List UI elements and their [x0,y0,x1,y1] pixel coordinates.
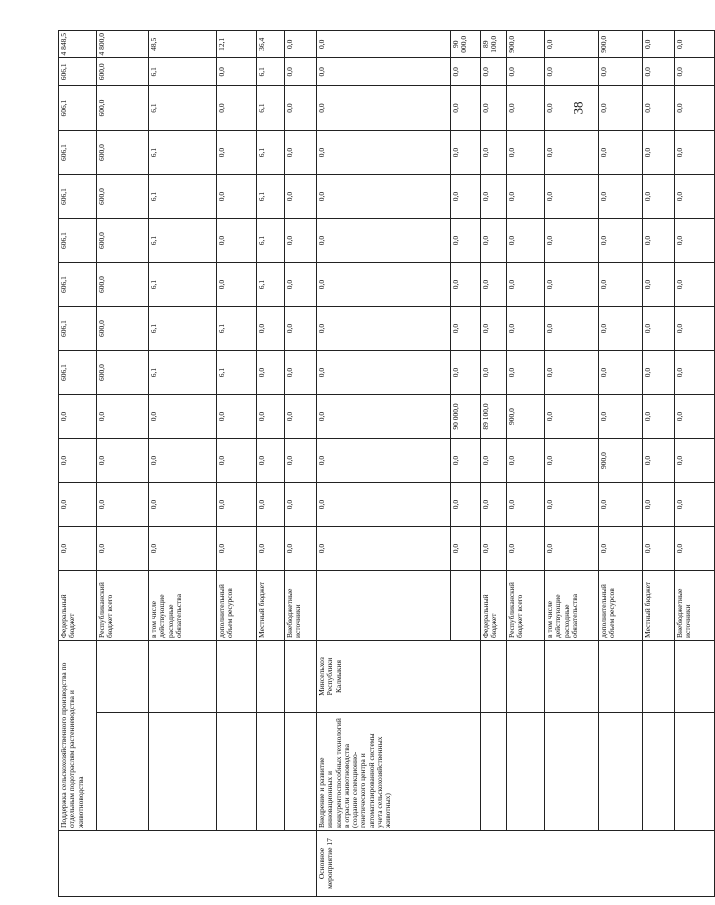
value-cell: 90 000,0 [451,395,481,439]
performer-cell: Минсельхоз Республики Калмыкия [317,641,481,713]
funding-source-cell: дополнительный объем ресурсов [599,571,643,641]
value-cell: 0,0 [545,307,599,351]
value-cell: 0,0 [643,307,675,351]
value-cell: 0,0 [545,58,599,86]
value-cell: 0,0 [451,483,481,527]
value-cell: 0,0 [285,175,317,219]
value-cell: 900,0 [599,439,643,483]
value-cell: 606,1 [59,86,97,131]
value-cell: 0,0 [285,395,317,439]
value-cell: 0,0 [59,395,97,439]
value-cell: 0,0 [217,527,257,571]
funding-source-cell: в том числе действующие расходные обязательства [149,571,217,641]
value-cell: 0,0 [451,58,481,86]
value-cell: 0,0 [317,175,451,219]
value-cell: 0,0 [675,439,715,483]
empty-cell [97,641,149,713]
table-row [59,31,97,897]
value-cell: 0,0 [97,527,149,571]
value-cell: 0,0 [643,175,675,219]
value-cell: 0,0 [643,31,675,59]
value-cell: 0,0 [643,86,675,131]
value-cell: 0,0 [317,395,451,439]
value-cell: 0,0 [507,527,545,571]
value-cell: 606,1 [59,131,97,175]
value-cell: 0,0 [507,351,545,395]
value-cell: 0,0 [507,307,545,351]
value-cell: 0,0 [643,131,675,175]
empty-cell [599,713,643,831]
value-cell: 0,0 [507,219,545,263]
value-cell: 0,0 [507,483,545,527]
empty-cell [545,641,599,713]
value-cell: 0,0 [149,527,217,571]
value-cell: 0,0 [217,175,257,219]
value-cell: 600,0 [97,219,149,263]
value-cell: 6,1 [257,86,285,131]
funding-source-cell: дополнительный объем ресурсов [217,571,257,641]
value-cell: 0,0 [545,219,599,263]
measure-number-cell [59,831,317,897]
value-cell: 0,0 [481,58,507,86]
measure-description-cell: Поддержка сельскохозяйственного производства по отдельным подотраслям растениеводства и животноводства [59,641,97,831]
value-cell: 0,0 [599,483,643,527]
value-cell: 0,0 [285,219,317,263]
value-cell: 0,0 [481,175,507,219]
value-cell: 6,1 [149,351,217,395]
value-cell: 6,1 [257,58,285,86]
empty-cell [149,713,217,831]
value-cell: 0,0 [599,86,643,131]
empty-cell [675,641,715,713]
empty-cell [149,641,217,713]
value-cell: 606,1 [59,175,97,219]
value-cell: 6,1 [149,263,217,307]
value-cell: 0,0 [451,439,481,483]
value-cell: 0,0 [257,527,285,571]
value-cell: 606,1 [59,58,97,86]
value-cell: 606,1 [59,351,97,395]
table-row [285,31,317,897]
value-cell: 0,0 [285,263,317,307]
value-cell: 600,0 [97,263,149,307]
value-cell: 36,4 [257,31,285,59]
value-cell: 4 800,0 [97,31,149,59]
value-cell: 600,0 [97,86,149,131]
value-cell: 0,0 [317,86,451,131]
empty-cell [257,713,285,831]
value-cell: 0,0 [481,86,507,131]
value-cell: 0,0 [675,263,715,307]
value-cell: 0,0 [285,439,317,483]
value-cell: 0,0 [675,86,715,131]
value-cell: 6,1 [257,131,285,175]
value-cell: 0,0 [545,131,599,175]
funding-source-cell [451,571,481,641]
value-cell: 900,0 [599,31,643,59]
value-cell: 0,0 [451,527,481,571]
value-cell: 89 100,0 [481,31,507,59]
value-cell: 0,0 [149,483,217,527]
value-cell: 0,0 [317,219,451,263]
value-cell: 0,0 [451,86,481,131]
value-cell: 0,0 [507,131,545,175]
table-row [599,31,643,897]
table-row [317,31,451,897]
value-cell: 0,0 [451,307,481,351]
value-cell: 0,0 [675,219,715,263]
funding-source-cell: Республиканский бюджет всего [507,571,545,641]
value-cell: 0,0 [481,131,507,175]
value-cell: 0,0 [451,219,481,263]
value-cell: 6,1 [149,175,217,219]
value-cell: 0,0 [217,58,257,86]
value-cell: 0,0 [451,175,481,219]
empty-cell [217,641,257,713]
value-cell: 0,0 [599,395,643,439]
value-cell: 0,0 [285,527,317,571]
value-cell: 900,0 [507,31,545,59]
value-cell: 0,0 [481,307,507,351]
value-cell: 0,0 [599,263,643,307]
value-cell: 0,0 [545,351,599,395]
value-cell: 0,0 [59,439,97,483]
value-cell: 0,0 [545,483,599,527]
value-cell: 0,0 [599,527,643,571]
value-cell: 0,0 [507,439,545,483]
value-cell: 0,0 [217,439,257,483]
value-cell: 0,0 [599,307,643,351]
value-cell: 0,0 [675,527,715,571]
value-cell: 0,0 [149,439,217,483]
value-cell: 0,0 [285,86,317,131]
value-cell: 0,0 [643,58,675,86]
empty-cell [643,641,675,713]
value-cell: 0,0 [149,395,217,439]
table-row [545,31,599,897]
value-cell: 0,0 [317,131,451,175]
table-row [217,31,257,897]
value-cell: 0,0 [643,351,675,395]
empty-cell [507,641,545,713]
page-number: 38 [570,101,586,115]
value-cell: 0,0 [451,263,481,307]
value-cell: 0,0 [675,483,715,527]
funding-source-cell: в том числе действующие расходные обязательства [545,571,599,641]
value-cell: 0,0 [285,483,317,527]
value-cell: 0,0 [257,439,285,483]
value-cell: 0,0 [675,395,715,439]
value-cell: 606,1 [59,263,97,307]
value-cell: 6,1 [217,307,257,351]
value-cell: 0,0 [285,58,317,86]
value-cell: 0,0 [643,483,675,527]
value-cell: 0,0 [317,31,451,59]
empty-cell [481,641,507,713]
value-cell: 0,0 [257,307,285,351]
value-cell: 6,1 [149,86,217,131]
value-cell: 0,0 [643,395,675,439]
value-cell: 900,0 [507,395,545,439]
value-cell: 0,0 [217,483,257,527]
value-cell: 0,0 [481,351,507,395]
value-cell: 606,1 [59,307,97,351]
value-cell: 0,0 [317,439,451,483]
empty-cell [481,713,507,831]
value-cell: 0,0 [217,395,257,439]
value-cell: 0,0 [643,263,675,307]
value-cell: 0,0 [217,263,257,307]
budget-table [58,30,715,897]
value-cell: 0,0 [545,31,599,59]
value-cell: 0,0 [285,31,317,59]
value-cell: 600,0 [97,351,149,395]
value-cell: 6,1 [257,263,285,307]
value-cell: 0,0 [481,527,507,571]
value-cell: 0,0 [675,58,715,86]
funding-source-cell: Местный бюджет [257,571,285,641]
funding-source-cell: Республиканский бюджет всего [97,571,149,641]
table-row [643,31,675,897]
value-cell: 0,0 [545,263,599,307]
value-cell: 0,0 [317,58,451,86]
value-cell: 0,0 [643,527,675,571]
value-cell: 0,0 [285,351,317,395]
table-row [257,31,285,897]
value-cell: 0,0 [481,263,507,307]
value-cell: 89 100,0 [481,395,507,439]
value-cell: 0,0 [59,483,97,527]
value-cell: 0,0 [97,439,149,483]
value-cell: 0,0 [675,131,715,175]
value-cell: 600,0 [97,307,149,351]
value-cell: 0,0 [545,527,599,571]
value-cell: 0,0 [481,219,507,263]
value-cell: 0,0 [643,219,675,263]
value-cell: 0,0 [643,439,675,483]
value-cell: 0,0 [599,351,643,395]
value-cell: 0,0 [317,307,451,351]
value-cell: 0,0 [257,483,285,527]
value-cell: 0,0 [97,483,149,527]
value-cell: 0,0 [317,351,451,395]
table-row [481,31,507,897]
value-cell: 0,0 [257,351,285,395]
funding-source-cell: Местный бюджет [643,571,675,641]
value-cell: 90 000,0 [451,31,481,59]
empty-cell [643,713,675,831]
value-cell: 0,0 [285,131,317,175]
value-cell: 0,0 [507,175,545,219]
value-cell: 0,0 [451,351,481,395]
funding-source-cell [317,571,451,641]
value-cell: 0,0 [257,395,285,439]
value-cell: 6,1 [149,131,217,175]
table-row [149,31,217,897]
value-cell: 0,0 [545,395,599,439]
empty-cell [285,713,317,831]
value-cell: 0,0 [97,395,149,439]
value-cell: 0,0 [317,527,451,571]
value-cell: 12,1 [217,31,257,59]
value-cell: 0,0 [285,307,317,351]
funding-source-cell: Внебюджетные источники [675,571,715,641]
value-cell: 0,0 [599,175,643,219]
funding-source-cell: Внебюджетные источники [285,571,317,641]
empty-cell [675,713,715,831]
value-cell: 0,0 [217,131,257,175]
value-cell: 600,0 [97,58,149,86]
value-cell: 4 848,5 [59,31,97,59]
value-cell: 0,0 [59,527,97,571]
table-row [507,31,545,897]
empty-cell [257,641,285,713]
value-cell: 0,0 [675,307,715,351]
value-cell: 0,0 [675,351,715,395]
value-cell: 48,5 [149,31,217,59]
value-cell: 0,0 [507,86,545,131]
measure-description-cell: Внедрение и развитие инновационных и конкурентоспособных технологий в отрасли животноводства (создание селекционно-генетического центра и автоматизированной системы учета сельскохозяйственных животных) [317,713,481,831]
value-cell: 0,0 [599,219,643,263]
value-cell: 0,0 [217,219,257,263]
funding-source-cell: Федеральный бюджет [59,571,97,641]
funding-source-cell: Федеральный бюджет [481,571,507,641]
value-cell: 0,0 [451,131,481,175]
value-cell: 0,0 [599,58,643,86]
value-cell: 6,1 [149,58,217,86]
value-cell: 0,0 [545,439,599,483]
value-cell: 600,0 [97,131,149,175]
value-cell: 0,0 [217,86,257,131]
value-cell: 0,0 [675,175,715,219]
value-cell: 0,0 [481,483,507,527]
empty-cell [507,713,545,831]
table-row [675,31,715,897]
measure-number-cell: Основное мероприятие 17 [317,831,715,897]
value-cell: 600,0 [97,175,149,219]
value-cell: 6,1 [257,219,285,263]
value-cell: 6,1 [149,307,217,351]
value-cell: 0,0 [675,31,715,59]
value-cell: 6,1 [217,351,257,395]
value-cell: 6,1 [257,175,285,219]
empty-cell [285,641,317,713]
value-cell: 0,0 [599,131,643,175]
value-cell: 0,0 [545,86,599,131]
value-cell: 0,0 [507,263,545,307]
value-cell: 6,1 [149,219,217,263]
empty-cell [599,641,643,713]
value-cell: 0,0 [317,483,451,527]
value-cell: 606,1 [59,219,97,263]
table-row [97,31,149,897]
value-cell: 0,0 [481,439,507,483]
empty-cell [97,713,149,831]
value-cell: 0,0 [317,263,451,307]
empty-cell [217,713,257,831]
value-cell: 0,0 [545,175,599,219]
value-cell: 0,0 [507,58,545,86]
empty-cell [545,713,599,831]
